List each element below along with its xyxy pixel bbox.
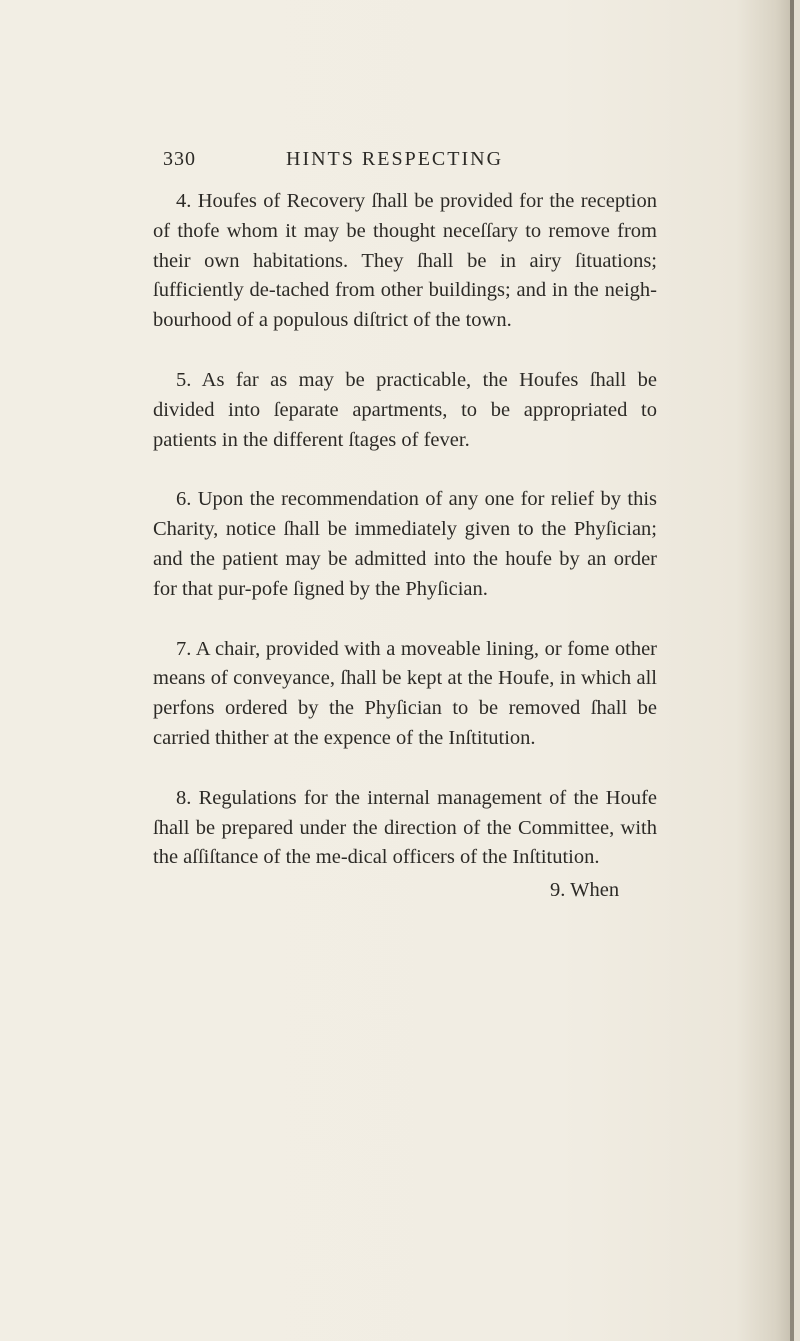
paragraph-4: 4. Houfes of Recovery ſhall be provided for the reception of thofe whom it may be thought neceſſary to remove from their own habitations. They ſhall be in airy ſituations; ſufficiently de-tached from other buildings; and in the neigh-bourhood of a populous diſtrict of the town. (153, 190, 657, 332)
body-text (153, 187, 657, 873)
catchword: 9. When (550, 879, 620, 901)
paragraph-8: 8. Regulations for the internal management of the Houfe ſhall be prepared under the direction of the Committee, with the aſſiſtance of the me-dical officers of the Inſtitution. (153, 786, 657, 869)
page-edge-shadow (790, 0, 794, 1341)
paragraph-7: 7. A chair, provided with a moveable lining, or fome other means of conveyance, ſhall be kept at the Houfe, in which all perfons ordered by the Phyſician to be removed ſhall be carried thither at the expence of the Inſtitution. (153, 637, 657, 749)
page-edge-margin (794, 0, 800, 1341)
page-number: 330 (163, 148, 196, 170)
page-header (163, 148, 583, 178)
running-head: HINTS RESPECTING (286, 148, 504, 170)
paragraph-6: 6. Upon the recommendation of any one for relief by this Charity, notice ſhall be immediately given to the Phyſician; and the patient may be admitted into the houfe by an order for that pur-pofe ſigned by the Phyſician. (153, 488, 657, 600)
paragraph-5: 5. As far as may be practicable, the Houfes ſhall be divided into ſeparate apartments, to be appropriated to patients in the different ſtages of fever. (153, 368, 657, 451)
